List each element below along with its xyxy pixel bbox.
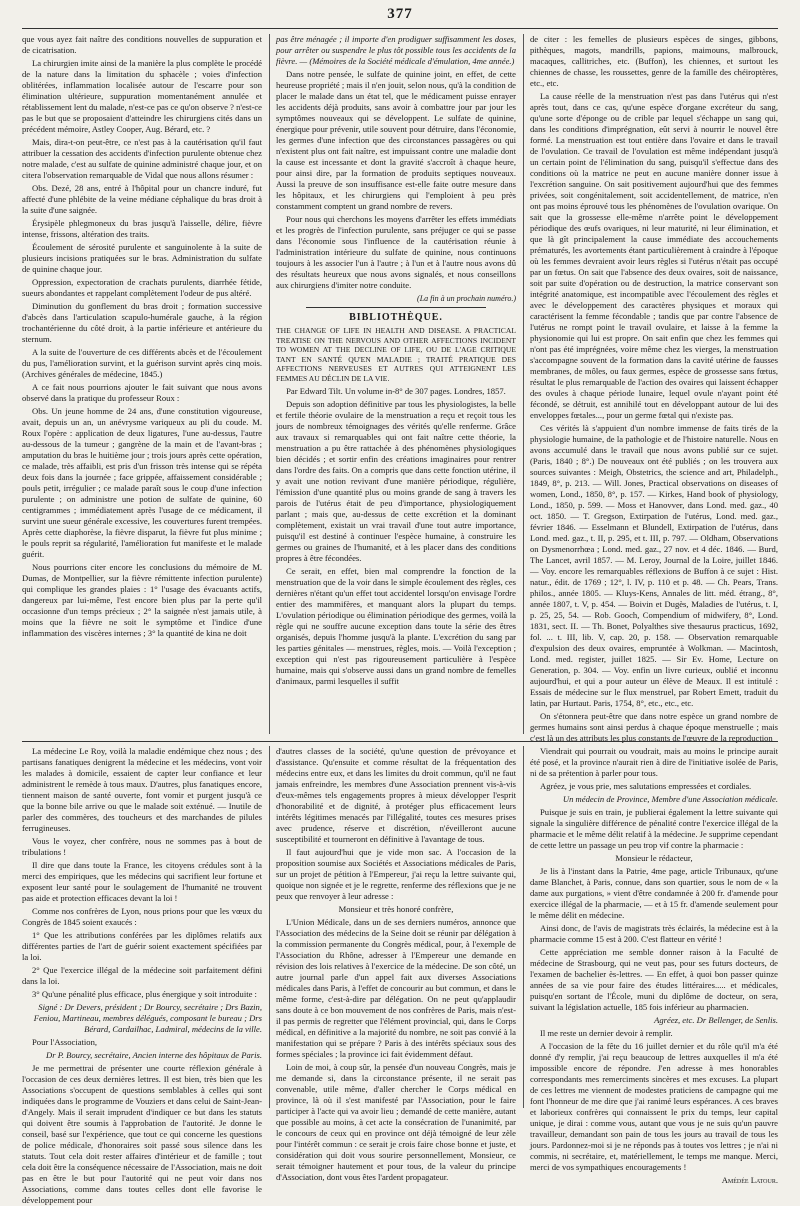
paragraph: 1° Que les attributions conférées par les diplômes relatifs aux différentes parties de l'art de guérir soient exactement spécifiées par la loi. [22,930,262,962]
book-title: THE CHANGE OF LIFE IN HEALTH AND DISEASE. A PRACTICAL TREATISE ON THE NERVOUS AND OTHER AFFECTIONS INCIDENT TO WOMEN AT THE DECLINE OF LIFE, OU DE L'AGE CRITIQUE TANT EN SANTÉ QU'EN MALADIE ; TRAITÉ PRATIQUE DES AFFECTIONS NERVEUSES ET AUTRES QUI ATTEIGNENT LES FEMMES AU DÉCLIN DE LA VIE. [276,326,516,383]
bottom-column-1 [22,746,262,1205]
paragraph: Érysipèle phlegmoneux du bras jusqu'à l'aisselle, délire, fièvre intense, frissons, altération des traits. [22,218,262,239]
paragraph: Ainsi donc, de l'avis de magistrats très éclairés, la médecine est à la pharmacie comme 15 est à 200. C'est flatteur en vérité ! [530,923,778,944]
paragraph: Pour nous qui cherchons les moyens d'arrêter les effets immédiats et les progrès de l'infection purulente, sans préjuger ce qui se passe dans l'économie sous l'influence de la cautérisation réunie à l'administration intérieure du sulfate de quinine, nous continuons toujours à les associer l'un à l'autre ; à l'un et à l'autre nous avons dû des résultats heureux que nous avons signalés, et nous conseillons aux chirurgiens d'imiter notre conduite. [276,214,516,290]
paragraph: de citer : les femelles de plusieurs espèces de singes, gibbons, pithèques, magots, mandrills, papions, maimouns, malbrouck, macaques, callitriches, etc. (Buffon), les chiennes, et surtout les chiennes de chasse, les roussettes, genre de la famille des chéiroptères, etc., etc. [530,34,778,88]
column-divider [523,746,524,1108]
page-number: 377 [387,6,413,22]
section-rule [306,307,486,308]
paragraph: Vous le voyez, cher confrère, nous ne sommes pas à bout de tribulations ! [22,836,262,857]
paragraph: Il faut aujourd'hui que je vide mon sac. A l'occasion de la proposition soumise aux Sociétés et Associations médicales de Paris, sur un projet de pétition à l'Empereur, j'ai reçu la lettre suivante qui, quoique non signée et je le regrette, renferme des réflexions que je ne peux que renvoyer à leur adresse : [276,847,516,901]
paragraph: 3° Qu'une pénalité plus efficace, plus énergique y soit introduite : [32,989,257,999]
signature: Agréez, etc. Dr Bellenger, de Senlis. [654,1015,778,1025]
bottom-column-3 [530,746,778,1185]
top-column-2 [276,34,516,734]
author-signature: Amédée Latour. [721,1175,778,1185]
column-divider [269,34,270,734]
paragraph: La chirurgien imite ainsi de la manière la plus complète le procédé de la nature dans la limitation du sphacèle ; voies d'infection oblitérées, inflammation localisée autour de l'escarre pour son élimination ultérieure, suppuration momentanément annulée et rétablissement lent du malade, n'est-ce pas ce qu'on observe ? n'est-ce pas le but que se proposaient d'atteindre les chirurgiens cités dans un précédent mémoire, Astley Cooper, Aug. Bérard, etc. ? [22,58,262,134]
column-divider [523,34,524,734]
bibliography-heading: BIBLIOTHÈQUE. [349,312,443,323]
paragraph: Diminution du gonflement du bras droit ; formation successive d'abcès dans l'articulation scapulo-humérale gauche, à la région trochantérienne du côté droit, à la partie inférieure et antérieure du sternum. [22,301,262,344]
bottom-column-2 [276,746,516,1182]
paragraph: Puisque je suis en train, je publierai également la lettre suivante qui signale la singulière différence de pénalité contre l'exercice illégal de la pharmacie et le même délit relatif à la médecine. Je supprime cependant de cette lettre un passage un peu trop vif contre la pharmacie : [530,807,778,850]
paragraph: La cause réelle de la menstruation n'est pas dans l'utérus qui n'est après tout, dans ce cas, qu'une espèce d'organe excréteur du sang, qu'une sorte d'éponge ou de crible par lequel s'échappe un sang qui, dans les conditions d'imprégnation, eût servi à nourrir le nouvel être formé. La menstruation est tout entière dans l'ovaire et dans le travail de l'ovulation. Ce travail de l'ovulation est même indépendant jusqu'à un certain point de l'élimination du sang, puisqu'il s'effectue dans des conditions où la matrice ne peut en aucune manière donner issue à l'excrétion sanguine. On sait positivement aujourd'hui que des femmes privées, soit congénitalement, soit accidentellement, de matrice, n'en ont pas moins éprouvé tous les phénomènes de l'ovulation ovarique. On sait que la grossesse elle-même n'arrête point le développement périodique des œufs ovariques, ni leur maturité, ni leur élimination, et que là gît principalement la cause immédiate des accouchements prématurés, les avortements étant particulièrement à craindre à l'époque où les femmes devraient avoir leurs règles si l'utérus n'était pas occupé par un fœtus. On sait que l'absence des deux ovaires, soit de naissance, soit par suite d'opération ou de destruction, la matrice conservant son intégrité anatomique, est incompatible avec l'écoulement des règles et avec le développement des caractères physiques et moraux qui caractérisent la femme fécondable ; tandis que par contre l'absence de l'utérus ne rompt point le travail ovulaire, et laisse à la femme la physionomie qui lui est propre. On sait enfin que chez les femmes qui n'ont pas été imprégnées, voire même chez les vierges, la menstruation s'accompagne souvent de la formation dans la cavité utérine de fausses membranes, de môles, ou faux germes, espèce de grossesse sans fœtus, résultat le plus remarquable de l'action des ovaires qui laissent échapper des ovules à chaque période lunaire, lequel ovule n'ayant point été fécondé, se détruit, est annihilé tout en développant autour de lui des enveloppes fœtales..., pour un germe fœtal qui n'existe pas. [530,91,778,420]
paragraph: 2° Que l'exercice illégal de la médecine soit parfaitement défini dans la loi. [22,965,262,986]
paragraph: Il me reste un dernier devoir à remplir. [540,1028,673,1038]
paragraph: d'autres classes de la société, qu'une question de prévoyance et d'assistance. Qu'ensuite et comme résultat de la fréquentation des médecins entre eux, et dans les limites du droit commun, qu'il ne faut jamais enfreindre, les membres d'une Association prennent vis-à-vis d'eux-mêmes tels engagements propres à mieux développer l'esprit d'honorabilité et de dignité, à protéger plus efficacement leurs intérêts légitimes menacés par l'illégalité, toutes ces mesures prises avec prudence, réserve et discrétion, n'éveilleront aucune susceptibilité et tourneront en définitive à l'avantage de tous. [276,746,516,844]
paragraph: Loin de moi, à coup sûr, la pensée d'un nouveau Congrès, mais je me demande si, dans la circonstance présente, il ne serait pas convenable, utile même, d'aller chercher le Corps médical en province, là où il s'est manifesté par l'Association, pour le faire participer à l'acte qui va avoir lieu ; demandé de cette manière, autant que possible au moins, à cet acte la consécration de l'unanimité, par le concours de ceux qui en province ont déjà témoigné de leur zèle pour l'intérêt commun : ce serait je crois faire chose bonne et juste, et considération qui doit vous sourire personnellement, Monsieur, ce serait témoigner hautement et pour tous, de la valeur du principe d'Association, dont vous êtes l'ardent propagateur. [276,1062,516,1182]
top-column-3 [530,34,778,743]
paragraph: que vous ayez fait naître des conditions nouvelles de suppuration et de cicatrisation. [22,34,262,55]
paragraph: Obs. Un jeune homme de 24 ans, d'une constitution vigoureuse, avait, depuis un an, un anévrysme variqueux au pli du coude. M. Roux l'opère : application de deux ligatures, l'une au-dessus, l'autre au-dessous de la tumeur ; gangrène de la main et de l'avant-bras ; amputation du bras le huitième jour ; trois jours après cette opération, ce malade, très affaibli, est pris d'un frisson très intense qui se répéta deux fois dans la journée ; face grippée, affaissement considérable ; pouls petit, irrégulier ; ce malade paraît sous le coup d'une infection purulente ; on administre une potion de sulfate de quinine, 60 centigrammes ; immédiatement après l'usage de ce médicament, il survint une sueur générale excessive, les couvertures furent trempées. Après cette diaphorèse, la fièvre disparut, la fièvre fut plus minime ; le pouls reprit sa régularité, l'amélioration fut manifeste et le malade guérit. [22,406,262,559]
to-be-continued: (La fin à un prochain numéro.) [417,294,516,303]
paragraph: Je me permettrai de présenter une courte réflexion générale à l'occasion de ces deux dernières lettres. Il est bien, très bien que les Associations s'occupent de questions semblables à celles qui sont indiquées dans le programme de Vouziers et dans celui de Saint-Jean-d'Angely. Mais il serait imprudent d'indiquer ce but dans les statuts qui doivent être soumis à l'approbation de l'autorité. Je donne le conseil, basé sur l'expérience, que tout ce qui concerne les questions de police médicale, d'honoraires soit passé sous silence dans les statuts. Tout cela doit rester affaires d'intérieur et de famille ; tout cela doit être la conséquence nécessaire de l'Association, mais ne doit pas en être le but pour l'autorité qui ne peut voir dans nos Associations, comme dans toutes celles dont elle favorise le développement pour [22,1063,262,1205]
paragraph: Ces vérités là s'appuient d'un nombre immense de faits tirés de la physiologie humaine, de la pathologie et de l'histoire naturelle. Nous en avons accumulé dans le travail que nous avons publié sur ce sujet. (Paris, 1840 ; 8°.) De nouveaux ont été publiés ; on les trouvera aux sources suivantes : Meigh, Obstetrics, the science and art, Philadelph., 1849, 8°, p. 213. — Will. Jones, Practical observations on diseases of women, Lond., 1850, 8°, p. 157. — Kirkes, Hand book of physiology, Lond., 1850, p. 599. — Moss et Hanovver, dans Lond. med. gaz., 40 oct. 1850. — T. Gregson, Extirpation de l'utérus, Lond. med. gaz., février 1846. — Esselmann et Blundell, Extirpation de l'utérus, dans Lond. med. gaz., t. II, p. 295, et t. III, p. 797. — Oldham, Observations on Dysmenorrhœa ; Lond. med. gaz., 27 nov. et 4 déc. 1846. — Burd, The Lancet, avril 1857. — M. Leroy, Journal de la Loire, juillet 1846. — Voy. encore les remarquables réflexions de Buffon à ce sujet : Hist. natur., édit. de 1769 ; 12°, l. IV, p. 110 et p. 48. — Ch. Pears, Trans. philos., année 1805. — Kluys-Kens, Annales de litt. méd. étrang., 8°, année 1807, t. V, p. 454. — Boivin et Dugès, Maladies de l'utérus, t. I, p. 25, 25, 54. — Rob. Gooch, Compendium of midwifery, 8°, Lond. 1831, sect. II. — Th. Bonet, Polyalthes sive thesaurus practicus, 1692, fol. ... t. III, lib. V, cap. 20, p. 158. — Observation remarquable d'expulsion des deux ovaires, empruntée à Wolkman. — Macintosh, Lond. med. register, juillet 1825. — Sir Ev. Home, Lecture on Generation, p. 304. — Voy. enfin un livre curieux, oublié et inconnu aujourd'hui, et qui a pour auteur un élève de Meaux. Il est intitulé : Essais de médecine sur le flux menstruel, par Robert Emett, traduit du latin, par Hurtaut. Paris, 1754, 8°, etc., etc., etc. [530,423,778,708]
top-column-1 [22,34,262,734]
paragraph: L'Union Médicale, dans un de ses derniers numéros, annonce que l'Association des médecins de la Seine doit se réunir par délégation à la commission permanente du Congrès médical, pour, à l'exemple de l'Association du Rhône, adresser à l'Empereur une demande en révision des lois relatives à l'exercice de la médecine. De son côté, un autre journal parle d'un appel fait aux diverses Associations médicales dans Paris, à l'effet de concourir au but commun, et dans le même forme, c'est-à-dire par délégation. On ne peut qu'applaudir sans doute à ce bon mouvement de nos confrères de Paris, mais n'est-il pas permis de regretter que l'élément provincial, qui, dans le Corps médical, en définitive a la majorité du nombre, ne soit pas convié à la manifestation qui se prépare ? Paris à des intérêts spéciaux sous des formes spéciales ; la province ici fait évidemment défaut. [276,917,516,1059]
paragraph: Dans notre pensée, le sulfate de quinine joint, en effet, de cette heureuse propriété ; mais il n'en jouit, selon nous, qu'à la condition de placer le malade dans un état tel, que le médicament puisse enrayer les accidents déjà produits, sans avoir à combattre jour par jour les symptômes nouveaux qui se développent. Le sulfate de quinine, énergique pour prévenir, utile souvent pour détruire, dans l'économie, les germes d'une infection que des circonstances passagères ou qui n'existent plus ont fait naître, est impuissant contre une maladie dont la cause est incessante et dont la gravité s'accroît à chaque heure, pour ainsi dire, par la formation de produits septiques nouveaux. Aussi la preuve de son insuffisance est-elle faite outre mesure dans les hôpitaux, et les chirurgiens qui l'emploient à peu près constamment comptent un grand nombre de revers. [276,69,516,211]
paragraph: A la suite de l'ouverture de ces différents abcès et de l'écoulement du pus, l'amélioration survint, et la guérison survint après cinq mois. (Archives générales de médecine, 1845.) [22,347,262,379]
paragraph: La médecine Le Roy, voilà la maladie endémique chez nous ; des partisans fanatiques denigrent la médecine et les médecins, vont voir les malades à domicile, essaient de capter leur confiance et leur administrent le remède à tous maux. D'autres, plus fanatiques encore, tiennent maison de santé ouverte, font vomir et purgent jusqu'à ce que la bonne bile arrive ou que le malade soit exténué. — Inutile de parler des commères, des toucheurs et des marchandes de pilules ferrugineuses. [22,746,262,833]
paragraph: Nous pourrions citer encore les conclusions du mémoire de M. Dumas, de Montpellier, sur la fièvre rémittente infection purulente) qui complique les grandes plaies : 1° l'usage des évacuants actifs, dangereux par lui-même, l'est encore bien plus par la perte qu'il occasionne d'un temps précieux ; 2° la saignée n'est jamais utile, à moins que la fièvre ne soit le symptôme et l'indice d'une inflammation des viscères internes ; 3° la quantité de kina ne doit [22,562,262,638]
salutation: Monsieur et très honoré confrère, [338,904,454,914]
signature: Un médecin de Province, Membre d'une Association médicale. [562,794,778,804]
section-separator [22,741,778,742]
signature: Signé : Dr Devers, président ; Dr Bourcy, secrétaire ; Drs Bazin, Feniou, Martineau, membres délégués, composant le bureau ; Drs Bérard, Cardailhac, Ladmiral, médecins de la ville. [33,1002,262,1034]
paragraph: Oppression, expectoration de crachats purulents, diarrhée fétide, sueurs abondantes et rappelant complètement l'odeur de pus altéré. [22,277,262,298]
paragraph: A l'occasion de la fête du 16 juillet dernier et du rôle qu'il m'a été donné d'y remplir, j'ai reçu beaucoup de lettres auxquelles il m'a été impossible encore de répondre. J'en adresse à mes honorables correspondants mes remerciments sincères et mes excuses. La plupart de ces lettres me viennent de modestes praticiens de campagne qui me font l'honneur de me dire que j'ai ranimé leurs espérances. A ces braves et laborieux confrères qui connaissent le prix du temps, leur capital unique, je dirai : comme vous, autant que vous je ne suis qu'un pauvre travailleur, demandant son pain de tous les jours au travail de tous les jours. Pardonnez-moi si je ne réponds pas à toutes vos lettres ; je n'ai ni commis, ni secrétaire, et, matériellement, le temps me manque. Merci, merci de vos sympathiques encouragements ! [530,1041,778,1172]
paragraph: Obs. Dezé, 28 ans, entré à l'hôpital pour un chancre induré, fut affecté d'une phlébite de la veine médiane céphalique du bras droit à la suite d'une saignée. [22,183,262,215]
paragraph: Il dire que dans toute la France, les citoyens crédules sont à la merci des empiriques, que les médecins qui sacrifient leur fortune et exposent leur santé pour le soulagement de l'humanité ne trouvent pas aide et protection efficaces devant la loi ! [22,860,262,903]
paragraph: Cette appréciation me semble donner raison à la Faculté de médecine de Strasbourg, qui ne veut pas, pour ses futurs docteurs, de l'examen de bachelier ès-lettres. — En effet, à quoi bon passer quinze années de sa vie pour faire des études littéraires..... et médicales, puisqu'en sortant de l'École, muni du diplôme de docteur, on sera, suivant la législation actuelle, 185 fois inférieur au pharmacien. [530,947,778,1012]
paragraph: Ce serait, en effet, bien mal comprendre la fonction de la menstruation que de la voir dans le simple écoulement des règles, ces dernières n'étant qu'un effet tout accidentel lorsqu'on envisage l'ordre entier des mammifères, et manquant alors la plupart du temps. L'ovulation périodique ou élimination périodique des germes, voilà la règle qui ne souffre aucune exception dans toute la série des êtres organisés, depuis l'homme jusqu'à la plante. L'excrétion du sang par les parties génitales — menstrues, règles, mois. — Voilà l'exception ; exception qui n'est pas rigoureusement particulière à l'espèce humaine, mais qui s'observe aussi dans un grand nombre de femelles d'animaux, parmi lesquelles il suffit [276,565,516,686]
paragraph: Mais, dira-t-on peut-être, ce n'est pas à la cautérisation qu'il faut attribuer la cessation des accidents d'infection purulente obtenue chez notre malade, c'est au sulfate de quinine administré chaque jour, et on citera l'observation remarquable de Vidal que nous allons résumer : [22,137,262,180]
paragraph: On s'étonnera peut-être que dans notre espèce un grand nombre de germes humains sont ainsi perdus à chaque époque menstruelle ; mais c'est là un des attributs les plus constants de l'œuvre de la reproduction [530,711,778,743]
signature: Dr P. Bourcy, secrétaire, Ancien interne des hôpitaux de Paris. [46,1050,262,1060]
salutation: Monsieur le rédacteur, [615,853,693,863]
paragraph: Viendrait qui pourrait ou voudrait, mais au moins le principe aurait été posé, et la province n'aurait rien à dire de l'initiative isolée de Paris, ni de sa prétention à parler pour tous. [530,746,778,778]
paragraph: A ce fait nous pourrions ajouter le fait suivant que nous avons observé dans la pratique du professeur Roux : [22,382,262,403]
paragraph: pas être ménagée ; il importe d'en prodiguer suffisamment les doses, pour arrêter ou suspendre le plus tôt possible tous les accidents de la fièvre. — (Mémoires de la Société médicale d'émulation, 4me année.) [276,34,516,66]
paragraph: Depuis son adoption définitive par tous les physiologistes, la belle et fertile théorie ovulaire de la menstruation a reçu et reçoit tous les jours de nombreux témoignages des vérités qu'elle renferme. Grâce aux travaux si remarquables qui ont fait naître cette théorie, la menstruation a pu être rattachée à des phénomènes physiologiques bien décidés ; et sortir enfin des créations imaginaires pour rentrer dans l'ordre des faits. On a compris que dans cette fonction utérine, il y avait une notion revivant d'une manière périodique, régulière, l'émission d'une quantité plus ou moins grande de sang à travers les parois de l'utérus était de peu d'importance, physiologiquement parlant ; mais que, au-dessus de cette excrétion et la dominant complètement, existait un vrai travail d'une tout autre importance, puisqu'il est destiné à continuer l'espèce humaine, à construire les germes ou graines de l'humanité, et à les placer dans des conditions propres à être fécondées. [276,398,516,563]
column-divider [269,746,270,1108]
header-rule [22,28,778,29]
paragraph: Comme nos confrères de Lyon, nous prions pour que les vœux du Congrès de 1845 soient exaucés : [22,906,262,927]
paragraph: Je lis à l'instant dans la Patrie, 4me page, article Tribunaux, qu'une dame Blanchet, à Paris, connue, dans son quartier, sous le nom de « la dame aux purgations, » vient d'être condamnée à 200 fr. d'amende pour exercice illégal de la pharmacie, — et à 15 fr. d'amende seulement pour le même délit en médecine. [530,866,778,920]
book-byline: Par Edward Tilt. Un volume in-8° de 307 pages. Londres, 1857. [286,385,506,396]
paragraph: Pour l'Association, [32,1037,98,1047]
paragraph: Écoulement de sérosité purulente et sanguinolente à la suite de plusieurs incisions pratiquées sur le bras. Administration du sulfate de quinine chaque jour. [22,242,262,274]
paragraph: Agréez, je vous prie, mes salutations empressées et cordiales. [540,781,752,791]
